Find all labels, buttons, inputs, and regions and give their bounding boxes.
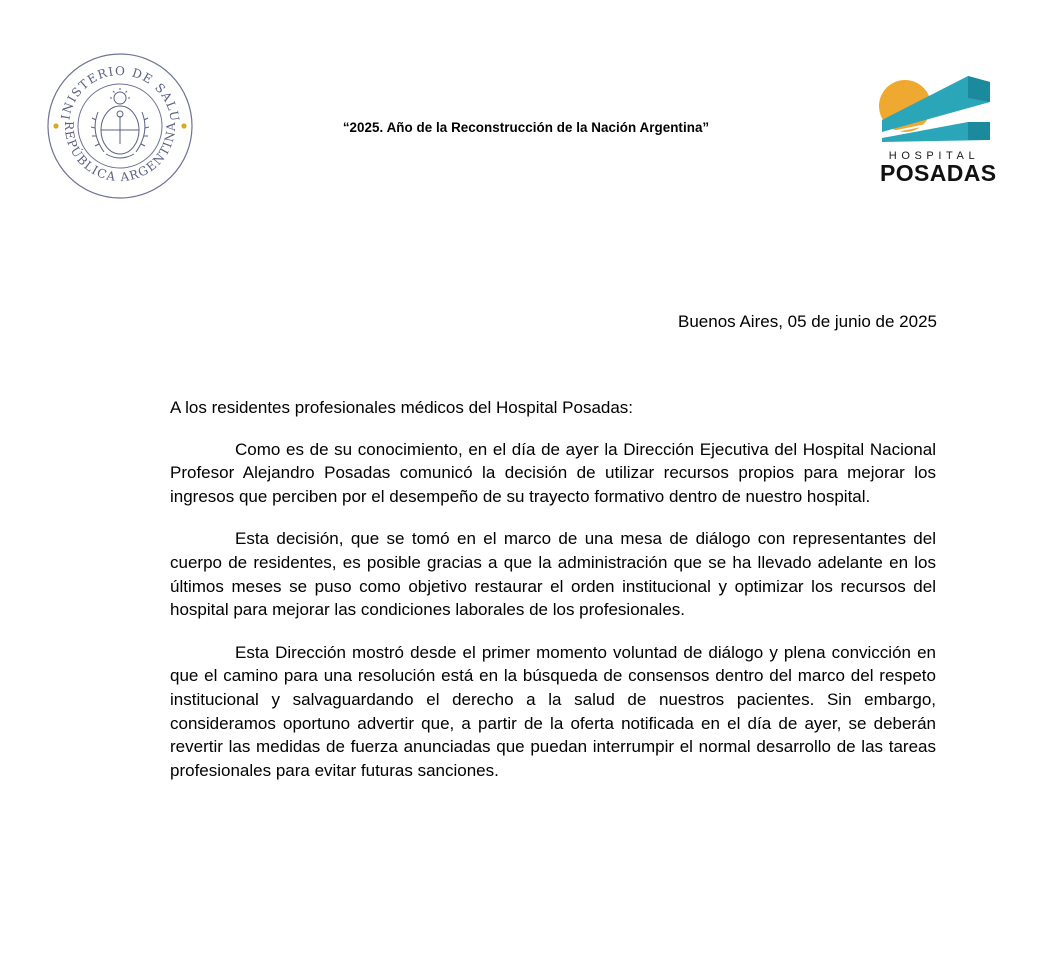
coat-of-arms-icon [46, 52, 194, 200]
letter-body [170, 396, 936, 801]
hospital-logo [876, 72, 996, 190]
header-motto: “2025. Año de la Reconstrucción de la Nación Argentina” [342, 120, 710, 135]
letter-paragraph: Como es de su conocimiento, en el día de ayer la Dirección Ejecutiva del Hospital Nacional Profesor Alejandro Posadas comunicó la decisión de utilizar recursos propios para mejorar los ingresos que perciben por el desempeño de su trayecto formativo dentro de nuestro hospital. [170, 439, 936, 507]
hospital-building-icon [876, 72, 996, 148]
seal-text-top: INISTERIO DE SALU [58, 63, 183, 124]
letter-salutation: A los residentes profesionales médicos del Hospital Posadas: [170, 398, 634, 417]
logo-subtitle: HOSPITAL [888, 150, 980, 162]
letter-date: Buenos Aires, 05 de junio de 2025 [678, 312, 937, 331]
letter-paragraph: Esta decisión, que se tomó en el marco de una mesa de diálogo con representantes del cuerpo de residentes, es posible gracias a que la administración que se ha llevado adelante en los últimos meses se puso como objetivo restaurar el orden institucional y optimizar los recursos del hospital para mejorar las condiciones laborales de los profesionales. [170, 529, 936, 620]
letter-paragraph: Esta Dirección mostró desde el primer momento voluntad de diálogo y plena convicción en que el camino para una resolución está en la búsqueda de consensos dentro del marco del respeto institucional y salvaguardando el derecho a la salud de nuestros pacientes. Sin embargo, consideramos oportuno advertir que, a partir de la oferta notificada en el día de ayer, se deberán revertir las medidas de fuerza anunciadas que puedan interrumpir el normal desarrollo de las tareas profesionales para evitar futuras sanciones. [170, 642, 936, 781]
logo-name: POSADAS [880, 160, 997, 186]
ministry-seal [46, 52, 194, 200]
seal-text-bottom: REPÚBLICA ARGENTINA [61, 121, 179, 185]
